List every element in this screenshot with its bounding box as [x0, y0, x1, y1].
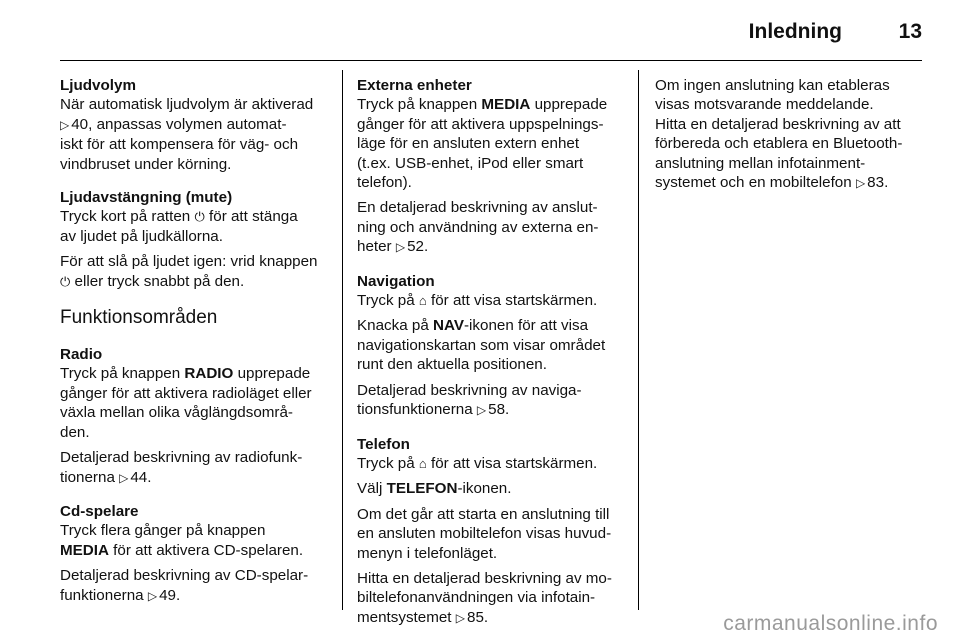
- text: läge för en ansluten extern enhet: [357, 135, 580, 153]
- text: av ljudet på ljudkällorna.: [60, 227, 223, 245]
- heading-navigation: Navigation: [357, 272, 435, 290]
- text: upprepade: [237, 365, 311, 383]
- paragraph: [60, 364, 332, 442]
- section-telefon: [357, 435, 632, 629]
- text: telefon).: [357, 174, 412, 192]
- text: heter: [357, 238, 392, 256]
- home-icon: ⌂: [418, 455, 427, 471]
- text: -ikonen för att visa: [463, 317, 589, 335]
- section-mute: [60, 188, 332, 291]
- text: en ansluten mobiltelefon visas huvud-: [357, 525, 612, 543]
- page-ref-link[interactable]: 44.: [130, 468, 152, 486]
- text: Om det går att starta en anslutning till: [357, 505, 610, 523]
- text: Knacka på: [357, 317, 429, 335]
- text: eller tryck snabbt på den.: [74, 272, 245, 290]
- text: runt den aktuella positionen.: [357, 356, 547, 374]
- text: mentsystemet: [357, 608, 452, 626]
- text: Hitta en detaljerad beskrivning av att: [655, 115, 901, 133]
- column-1: [60, 76, 332, 606]
- text: gånger för att aktivera radioläget eller: [60, 384, 312, 402]
- page-ref-link[interactable]: 58.: [488, 401, 510, 419]
- page-reference-arrow-icon: ▷: [147, 588, 158, 603]
- text: (t.ex. USB-enhet, iPod eller smart: [357, 154, 584, 172]
- text: för att stänga: [209, 208, 298, 226]
- paragraph: [60, 521, 332, 560]
- text: Detaljerad beskrivning av naviga-: [357, 381, 582, 399]
- text: visas motsvarande meddelande.: [655, 96, 874, 114]
- watermark: carmanualsonline.info: [723, 612, 938, 635]
- page-number: 13: [898, 20, 922, 43]
- text: ning och användning av externa en-: [357, 218, 599, 236]
- page-ref-link[interactable]: 83.: [867, 174, 889, 192]
- column-divider-1: [342, 70, 343, 610]
- text-line: , anpassas volymen automat-: [88, 115, 287, 133]
- page-reference-arrow-icon: ▷: [855, 176, 866, 191]
- page-ref-link[interactable]: 49.: [159, 586, 181, 604]
- home-icon: ⌂: [418, 293, 427, 309]
- page-title: Inledning: [748, 20, 842, 43]
- text: Tryck på knappen: [60, 365, 181, 383]
- paragraph: [357, 479, 632, 498]
- section-navigation: [357, 272, 632, 421]
- paragraph: [357, 505, 632, 563]
- heading-cd: Cd-spelare: [60, 502, 139, 520]
- text: för att visa startskärmen.: [431, 454, 598, 472]
- paragraph: [357, 316, 632, 374]
- text: gånger för att aktivera uppspelnings-: [357, 115, 604, 133]
- text: Tryck på knappen: [357, 96, 478, 114]
- header-rule: [60, 60, 922, 61]
- text: Detaljerad beskrivning av radiofunk-: [60, 449, 303, 467]
- column-divider-2: [638, 70, 639, 610]
- column-2: [357, 76, 632, 628]
- paragraph: [60, 566, 332, 606]
- section-ljudvolym: [60, 76, 332, 174]
- paragraph: [357, 291, 632, 310]
- text: Tryck på: [357, 454, 415, 472]
- section-externa: [357, 76, 632, 258]
- paragraph: [60, 207, 332, 246]
- page-ref-link[interactable]: 52.: [407, 238, 429, 256]
- icon-label-telefon: TELEFON: [386, 480, 458, 498]
- text: En detaljerad beskrivning av anslut-: [357, 199, 598, 217]
- button-label-radio: RADIO: [184, 365, 234, 383]
- text: Välj: [357, 480, 383, 498]
- paragraph: [357, 569, 632, 628]
- section-radio: [60, 345, 332, 488]
- paragraph: [357, 95, 632, 192]
- paragraph: [60, 448, 332, 488]
- text: funktionerna: [60, 586, 144, 604]
- paragraph: [357, 198, 632, 257]
- text: den.: [60, 423, 90, 441]
- power-knob-icon: ⏻: [194, 209, 205, 225]
- heading-mute: Ljudavstängning (mute): [60, 189, 233, 207]
- heading-externa: Externa enheter: [357, 77, 472, 94]
- section-title-funktionsomraden: Funktionsområden: [60, 307, 218, 329]
- page-reference-arrow-icon: ▷: [60, 117, 70, 132]
- section-cd: [60, 502, 332, 606]
- page-reference-arrow-icon: ▷: [476, 403, 487, 418]
- text: för att visa startskärmen.: [431, 292, 598, 310]
- power-knob-icon: ⏻: [60, 273, 71, 289]
- text: för att aktivera CD-spelaren.: [113, 541, 304, 559]
- paragraph: [357, 454, 632, 473]
- icon-label-nav: NAV: [433, 317, 464, 335]
- button-label-media: MEDIA: [481, 96, 531, 114]
- button-label-media: MEDIA: [60, 541, 109, 559]
- text: -ikonen.: [457, 480, 512, 498]
- text-line: vindbruset under körning.: [60, 155, 232, 173]
- paragraph: [60, 252, 332, 291]
- page-reference-arrow-icon: ▷: [119, 470, 129, 485]
- heading-telefon: Telefon: [357, 435, 410, 453]
- text: upprepade: [534, 96, 608, 114]
- text: Om ingen anslutning kan etableras: [655, 77, 890, 94]
- paragraph: [357, 381, 632, 421]
- page-header: [0, 0, 960, 60]
- heading-radio: Radio: [60, 346, 103, 364]
- text: anslutning mellan infotainment-: [655, 154, 866, 172]
- text: Tryck kort på ratten: [60, 208, 191, 226]
- text-line: När automatisk ljudvolym är aktiverad: [60, 96, 314, 114]
- text: Tryck på: [357, 292, 415, 310]
- text: menyn i telefonläget.: [357, 544, 498, 562]
- text-line: iskt för att kompensera för väg- och: [60, 136, 299, 154]
- page-ref-link[interactable]: 40: [71, 115, 89, 133]
- column-3: [655, 76, 930, 193]
- text: Detaljerad beskrivning av CD-spelar-: [60, 567, 309, 585]
- text: växla mellan olika våglängdsområ-: [60, 404, 293, 422]
- page-ref-link[interactable]: 85.: [467, 608, 489, 626]
- text: Hitta en detaljerad beskrivning av mo-: [357, 569, 612, 587]
- text: navigationskartan som visar området: [357, 336, 606, 354]
- heading-ljudvolym: Ljudvolym: [60, 77, 136, 94]
- page-reference-arrow-icon: ▷: [395, 240, 406, 255]
- text: tionsfunktionerna: [357, 401, 473, 419]
- page-reference-arrow-icon: ▷: [455, 610, 465, 625]
- text: biltelefonanvändningen via infotain-: [357, 589, 596, 607]
- text: tionerna: [60, 468, 115, 486]
- text: För att slå på ljudet igen: vrid knappen: [60, 253, 318, 271]
- paragraph: [655, 76, 930, 193]
- text: systemet och en mobiltelefon: [655, 174, 852, 192]
- text: Tryck flera gånger på knappen: [60, 522, 266, 540]
- text: förbereda och etablera en Bluetooth-: [655, 135, 903, 153]
